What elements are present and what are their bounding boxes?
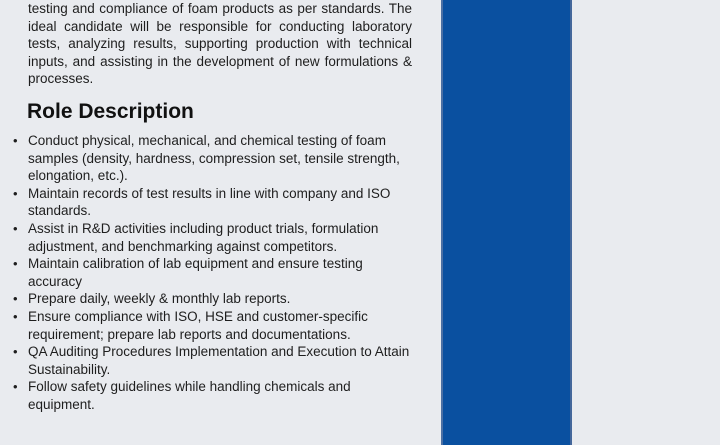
slide-text-column: [13, 0, 412, 413]
intro-paragraph: testing and compliance of foam products as per standards. The ideal candidate will be responsible for conducting laboratory tests, analyzing results, supporting production with technical inputs, and assisting in the development of new formulations & processes.: [28, 1, 412, 87]
list-item-text: Prepare daily, weekly & monthly lab reports.: [28, 291, 291, 307]
bullet-icon: •: [13, 308, 18, 324]
bullet-icon: •: [13, 379, 18, 395]
list-item: [13, 378, 412, 413]
bullet-icon: •: [13, 344, 18, 360]
list-item-text: QA Auditing Procedures Implementation and Execution to Attain Sustainability.: [28, 344, 410, 377]
list-item: [13, 290, 412, 308]
role-description-list: [13, 132, 412, 414]
bullet-icon: •: [13, 256, 18, 272]
list-item: [13, 343, 412, 378]
bullet-icon: •: [13, 132, 18, 148]
list-item: [13, 220, 412, 255]
list-item: [13, 255, 412, 290]
list-item-text: Ensure compliance with ISO, HSE and customer-specific requirement; prepare lab reports and documentations.: [28, 308, 368, 342]
accent-bar: [441, 0, 572, 445]
list-item-text: Assist in R&D activities including product trials, formulation adjustment, and benchmarking against competitors.: [28, 220, 379, 254]
list-item: [13, 185, 412, 220]
list-item-text: Follow safety guidelines while handling chemicals and equipment.: [28, 379, 351, 412]
section-heading: Role Description: [27, 99, 194, 123]
list-item: [13, 132, 412, 185]
bullet-icon: •: [13, 220, 18, 236]
bullet-icon: •: [13, 185, 18, 201]
list-item: [13, 308, 412, 343]
list-item-text: Maintain calibration of lab equipment and ensure testing accuracy: [28, 256, 363, 289]
bullet-icon: •: [13, 291, 18, 307]
list-item-text: Maintain records of test results in line with company and ISO standards.: [28, 185, 391, 219]
list-item-text: Conduct physical, mechanical, and chemical testing of foam samples (density, hardness, compression set, tensile strength, elongation, etc.).: [28, 132, 400, 184]
